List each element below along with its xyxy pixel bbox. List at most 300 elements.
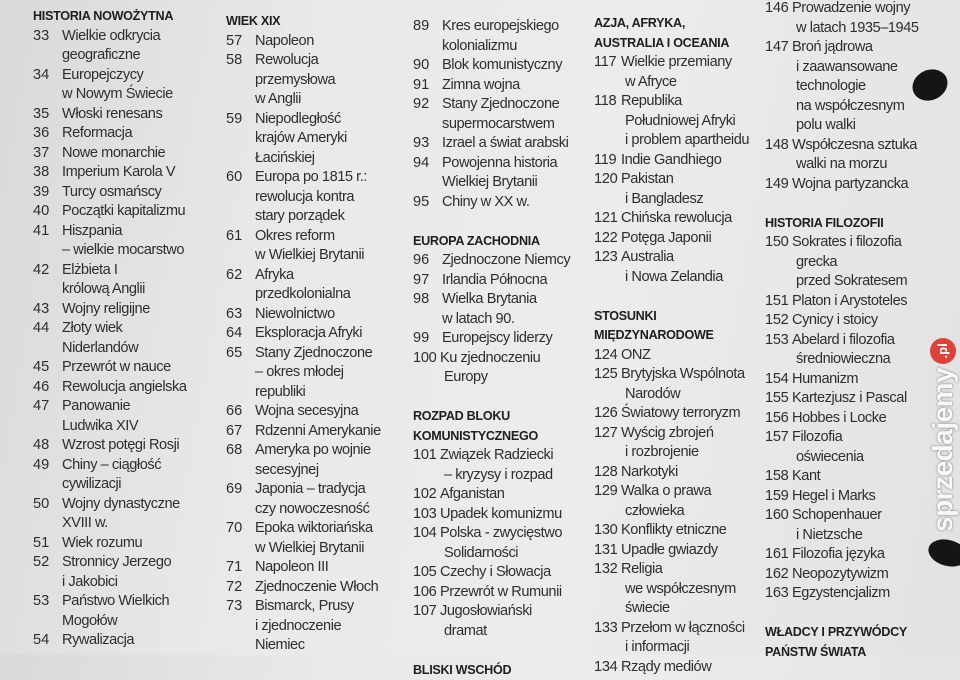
toc-entry-line bbox=[765, 77, 935, 97]
page-number: 134 bbox=[594, 658, 621, 678]
page-number: 163 bbox=[765, 584, 792, 604]
toc-entry bbox=[226, 51, 396, 110]
entry-title: Południowej Afryki bbox=[625, 113, 735, 129]
toc-entry-line bbox=[594, 268, 764, 288]
entry-title: w Nowym Świecie bbox=[62, 86, 173, 102]
toc-entry bbox=[226, 519, 396, 558]
toc-entry-line bbox=[765, 233, 935, 253]
entry-title: Elżbieta I bbox=[62, 262, 118, 278]
page-number: 133 bbox=[594, 619, 621, 639]
entry-title: Europy bbox=[444, 369, 488, 385]
page-number: 54 bbox=[33, 631, 62, 651]
entry-title: i Jakobici bbox=[62, 574, 118, 590]
toc-entry-line bbox=[594, 619, 764, 639]
toc-entry bbox=[594, 365, 764, 404]
toc-entry bbox=[33, 222, 203, 261]
toc-entry-line bbox=[33, 261, 203, 281]
entry-title: przed Sokratesem bbox=[796, 273, 907, 289]
toc-entry-line bbox=[226, 227, 396, 247]
toc-entry-line bbox=[594, 404, 764, 424]
page-number: 150 bbox=[765, 233, 792, 253]
toc-entry-line bbox=[226, 578, 396, 598]
page-number: 50 bbox=[33, 495, 62, 515]
toc-entry bbox=[226, 441, 396, 480]
toc-entry-line bbox=[33, 475, 203, 495]
page-number: 129 bbox=[594, 482, 621, 502]
toc-entry-line bbox=[226, 539, 396, 559]
entry-title: Narodów bbox=[625, 386, 680, 402]
entry-title: Irlandia Północna bbox=[442, 272, 547, 288]
entry-title: Wielkie odkrycia bbox=[62, 28, 160, 44]
toc-entry bbox=[33, 436, 203, 456]
entry-title: Rdzenni Amerykanie bbox=[255, 423, 381, 439]
entry-title: Sokrates i filozofia bbox=[792, 234, 901, 250]
toc-entry bbox=[765, 545, 935, 565]
toc-entry-line bbox=[594, 443, 764, 463]
toc-entry-line bbox=[413, 56, 583, 76]
toc-entry-line bbox=[33, 495, 203, 515]
page-number: 95 bbox=[413, 193, 442, 213]
page-number: 102 bbox=[413, 485, 440, 505]
toc-entry bbox=[33, 66, 203, 105]
toc-entry-line bbox=[226, 207, 396, 227]
entry-title: Solidarności bbox=[444, 545, 518, 561]
entry-title: Rywalizacja bbox=[62, 632, 134, 648]
toc-entry bbox=[765, 467, 935, 487]
toc-entry-line bbox=[33, 46, 203, 66]
toc-entry-line bbox=[594, 385, 764, 405]
toc-entry bbox=[765, 409, 935, 429]
toc-entry-line bbox=[226, 480, 396, 500]
toc-column-5 bbox=[765, 0, 935, 662]
page-number: 62 bbox=[226, 266, 255, 286]
page-number: 40 bbox=[33, 202, 62, 222]
entry-title: na współczesnym bbox=[796, 98, 904, 114]
toc-column-4 bbox=[594, 14, 764, 677]
toc-entry-line bbox=[33, 222, 203, 242]
entry-title: Przełom w łączności bbox=[621, 620, 745, 636]
toc-entry bbox=[33, 300, 203, 320]
toc-entry-line bbox=[33, 612, 203, 632]
section-heading: AZJA, AFRYKA, bbox=[594, 14, 764, 34]
entry-title: Broń jądrowa bbox=[792, 39, 873, 55]
toc-entry-line bbox=[226, 636, 396, 656]
page-number: 36 bbox=[33, 124, 62, 144]
toc-entry-line bbox=[594, 580, 764, 600]
page-number: 147 bbox=[765, 38, 792, 58]
toc-entry-line bbox=[765, 350, 935, 370]
entry-title: Chiny – ciągłość bbox=[62, 457, 161, 473]
toc-entry bbox=[413, 329, 583, 349]
toc-entry-line bbox=[594, 658, 764, 678]
entry-title: Wojna secesyjna bbox=[255, 403, 358, 419]
entry-title: w Afryce bbox=[625, 74, 677, 90]
toc-entry bbox=[594, 229, 764, 249]
page-number: 65 bbox=[226, 344, 255, 364]
page-number: 92 bbox=[413, 95, 442, 115]
entry-title: krajów Ameryki bbox=[255, 130, 347, 146]
toc-entry-line bbox=[413, 485, 583, 505]
page-number: 70 bbox=[226, 519, 255, 539]
entry-title: Chiny w XX w. bbox=[442, 194, 529, 210]
page-number: 58 bbox=[226, 51, 255, 71]
entry-title: Afganistan bbox=[440, 486, 504, 502]
toc-entry-line bbox=[765, 311, 935, 331]
toc-entry bbox=[765, 487, 935, 507]
toc-entry-line bbox=[226, 168, 396, 188]
section-heading: HISTORIA FILOZOFII bbox=[765, 214, 935, 234]
section-heading: HISTORIA NOWOŻYTNA bbox=[33, 7, 203, 27]
entry-title: Neopozytywizm bbox=[792, 566, 888, 582]
toc-entry bbox=[594, 209, 764, 229]
page-number: 130 bbox=[594, 521, 621, 541]
toc-entry-line bbox=[594, 599, 764, 619]
page-number: 146 bbox=[765, 0, 792, 19]
page-number: 49 bbox=[33, 456, 62, 476]
entry-title: Wojny religijne bbox=[62, 301, 150, 317]
page-number: 153 bbox=[765, 331, 792, 351]
section-spacer bbox=[765, 194, 935, 214]
entry-title: Europejscy liderzy bbox=[442, 330, 552, 346]
page-number: 118 bbox=[594, 92, 621, 112]
page-number: 125 bbox=[594, 365, 621, 385]
page-number: 41 bbox=[33, 222, 62, 242]
entry-title: królową Anglii bbox=[62, 281, 145, 297]
page-number: 160 bbox=[765, 506, 792, 526]
entry-title: geograficzne bbox=[62, 47, 140, 63]
toc-entry-line bbox=[594, 248, 764, 268]
toc-entry-line bbox=[765, 467, 935, 487]
page-number: 48 bbox=[33, 436, 62, 456]
section-heading: KOMUNISTYCZNEGO bbox=[413, 427, 583, 447]
entry-title: i informacji bbox=[625, 639, 689, 655]
toc-entry-line bbox=[413, 251, 583, 271]
page-number: 60 bbox=[226, 168, 255, 188]
entry-title: Blok komunistyczny bbox=[442, 57, 562, 73]
toc-entry-line bbox=[226, 32, 396, 52]
entry-title: rewolucja kontra bbox=[255, 189, 354, 205]
entry-title: Niemiec bbox=[255, 637, 305, 653]
toc-entry-line bbox=[413, 505, 583, 525]
toc-entry-line bbox=[594, 92, 764, 112]
entry-title: Brytyjska Wspólnota bbox=[621, 366, 745, 382]
entry-title: Ameryka po wojnie bbox=[255, 442, 371, 458]
section-spacer bbox=[594, 287, 764, 307]
page-number: 120 bbox=[594, 170, 621, 190]
toc-entry bbox=[33, 553, 203, 592]
toc-entry-line bbox=[413, 173, 583, 193]
entry-title: Zimna wojna bbox=[442, 77, 520, 93]
entry-title: Pakistan bbox=[621, 171, 673, 187]
entry-title: Niepodległość bbox=[255, 111, 341, 127]
section-spacer bbox=[413, 212, 583, 232]
entry-title: Rewolucja angielska bbox=[62, 379, 187, 395]
entry-title: Religia bbox=[621, 561, 662, 577]
page-number: 52 bbox=[33, 553, 62, 573]
entry-title: czy nowoczesność bbox=[255, 501, 369, 517]
section-heading: EUROPA ZACHODNIA bbox=[413, 232, 583, 252]
entry-title: XVIII w. bbox=[62, 515, 108, 531]
page-number: 63 bbox=[226, 305, 255, 325]
toc-entry bbox=[226, 344, 396, 403]
entry-title: Wielkiej Brytanii bbox=[442, 174, 537, 190]
toc-entry-line bbox=[765, 175, 935, 195]
entry-title: Wojny dynastyczne bbox=[62, 496, 180, 512]
toc-entry bbox=[765, 506, 935, 545]
toc-entry-line bbox=[226, 188, 396, 208]
entry-title: republiki bbox=[255, 384, 305, 400]
entry-title: w Wielkiej Brytanii bbox=[255, 540, 364, 556]
entry-title: przedkolonialna bbox=[255, 286, 350, 302]
toc-entry bbox=[226, 110, 396, 169]
toc-entry-line bbox=[33, 573, 203, 593]
toc-entry bbox=[765, 311, 935, 331]
entry-title: Okres reform bbox=[255, 228, 335, 244]
toc-entry bbox=[765, 233, 935, 292]
section-heading: PAŃSTW ŚWIATA bbox=[765, 643, 935, 663]
toc-entry-line bbox=[765, 97, 935, 117]
entry-title: Chińska rewolucja bbox=[621, 210, 732, 226]
toc-entry-line bbox=[413, 310, 583, 330]
page-number: 51 bbox=[33, 534, 62, 554]
toc-entry-line bbox=[33, 417, 203, 437]
toc-entry-line bbox=[226, 51, 396, 71]
page-number: 57 bbox=[226, 32, 255, 52]
toc-entry-line bbox=[594, 560, 764, 580]
section-spacer bbox=[413, 388, 583, 408]
page-number: 44 bbox=[33, 319, 62, 339]
toc-entry bbox=[226, 422, 396, 442]
toc-entry-line bbox=[413, 368, 583, 388]
toc-entry bbox=[594, 248, 764, 287]
page-number: 98 bbox=[413, 290, 442, 310]
toc-entry-line bbox=[413, 524, 583, 544]
toc-entry-line bbox=[226, 617, 396, 637]
page-number: 97 bbox=[413, 271, 442, 291]
page-number: 148 bbox=[765, 136, 792, 156]
entry-title: Kartezjusz i Pascal bbox=[792, 390, 907, 406]
page-number: 46 bbox=[33, 378, 62, 398]
page-number: 68 bbox=[226, 441, 255, 461]
toc-entry-line bbox=[33, 436, 203, 456]
toc-entry-line bbox=[413, 154, 583, 174]
entry-title: Stronnicy Jerzego bbox=[62, 554, 171, 570]
entry-title: Eksploracja Afryki bbox=[255, 325, 362, 341]
toc-entry-line bbox=[765, 389, 935, 409]
entry-title: Czechy i Słowacja bbox=[440, 564, 551, 580]
entry-title: Napoleon bbox=[255, 33, 314, 49]
entry-title: Wzrost potęgi Rosji bbox=[62, 437, 179, 453]
toc-entry-line bbox=[226, 129, 396, 149]
entry-title: Abelard i filozofia bbox=[792, 332, 895, 348]
entry-title: Hobbes i Locke bbox=[792, 410, 886, 426]
page-number: 155 bbox=[765, 389, 792, 409]
toc-entry bbox=[33, 495, 203, 534]
toc-entry-line bbox=[33, 358, 203, 378]
toc-entry bbox=[226, 480, 396, 519]
entry-title: Łacińskiej bbox=[255, 150, 315, 166]
toc-entry-line bbox=[594, 346, 764, 366]
page-number: 154 bbox=[765, 370, 792, 390]
toc-entry-line bbox=[33, 378, 203, 398]
watermark bbox=[927, 338, 959, 532]
toc-entry-line bbox=[226, 266, 396, 286]
toc-entry bbox=[765, 584, 935, 604]
toc-entry-line bbox=[765, 253, 935, 273]
entry-title: Reformacja bbox=[62, 125, 132, 141]
toc-entry bbox=[413, 446, 583, 485]
toc-entry-line bbox=[33, 85, 203, 105]
toc-entry bbox=[594, 346, 764, 366]
toc-entry bbox=[33, 319, 203, 358]
page-number: 104 bbox=[413, 524, 440, 544]
toc-entry bbox=[33, 261, 203, 300]
toc-entry bbox=[765, 565, 935, 585]
toc-entry bbox=[594, 404, 764, 424]
entry-title: Początki kapitalizmu bbox=[62, 203, 185, 219]
page-number: 100 bbox=[413, 349, 440, 369]
toc-entry-line bbox=[594, 53, 764, 73]
page-number: 157 bbox=[765, 428, 792, 448]
entry-title: Europejczycy bbox=[62, 67, 143, 83]
toc-entry-line bbox=[413, 329, 583, 349]
toc-entry bbox=[413, 251, 583, 271]
toc-entry bbox=[33, 358, 203, 378]
page-number: 72 bbox=[226, 578, 255, 598]
page-number: 152 bbox=[765, 311, 792, 331]
toc-entry bbox=[413, 349, 583, 388]
toc-entry-line bbox=[413, 446, 583, 466]
entry-title: Upadłe gwiazdy bbox=[621, 542, 718, 558]
entry-title: człowieka bbox=[625, 503, 684, 519]
toc-entry bbox=[413, 76, 583, 96]
entry-title: Japonia – tradycja bbox=[255, 481, 365, 497]
page-number: 106 bbox=[413, 583, 440, 603]
toc-entry bbox=[765, 38, 935, 136]
section-heading: WIEK XIX bbox=[226, 12, 396, 32]
entry-title: technologie bbox=[796, 78, 866, 94]
toc-entry-line bbox=[765, 155, 935, 175]
toc-entry bbox=[226, 32, 396, 52]
entry-title: kolonializmu bbox=[442, 38, 517, 54]
toc-entry-line bbox=[413, 193, 583, 213]
entry-title: Filozofia bbox=[792, 429, 842, 445]
entry-title: Filozofia języka bbox=[792, 546, 885, 562]
toc-entry bbox=[594, 482, 764, 521]
toc-entry bbox=[33, 378, 203, 398]
entry-title: Wojna partyzancka bbox=[792, 176, 908, 192]
page-number: 89 bbox=[413, 17, 442, 37]
toc-entry-line bbox=[765, 584, 935, 604]
toc-entry-line bbox=[765, 0, 935, 19]
entry-title: Rewolucja bbox=[255, 52, 318, 68]
toc-entry-line bbox=[33, 553, 203, 573]
toc-entry-line bbox=[765, 136, 935, 156]
entry-title: secesyjnej bbox=[255, 462, 319, 478]
entry-title: walki na morzu bbox=[796, 156, 887, 172]
toc-entry bbox=[413, 193, 583, 213]
entry-title: Współczesna sztuka bbox=[792, 137, 917, 153]
entry-title: oświecenia bbox=[796, 449, 864, 465]
toc-entry bbox=[594, 424, 764, 463]
entry-title: Niderlandów bbox=[62, 340, 138, 356]
toc-entry bbox=[594, 658, 764, 678]
page-number: 131 bbox=[594, 541, 621, 561]
toc-entry-line bbox=[413, 37, 583, 57]
page-number: 38 bbox=[33, 163, 62, 183]
entry-title: Bismarck, Prusy bbox=[255, 598, 354, 614]
entry-title: Włoski renesans bbox=[62, 106, 162, 122]
entry-title: Wielkie przemiany bbox=[621, 54, 732, 70]
entry-title: Kres europejskiego bbox=[442, 18, 559, 34]
toc-entry bbox=[226, 402, 396, 422]
toc-entry-line bbox=[594, 190, 764, 210]
toc-entry-line bbox=[226, 461, 396, 481]
page-number: 121 bbox=[594, 209, 621, 229]
toc-entry-line bbox=[765, 116, 935, 136]
entry-title: Humanizm bbox=[792, 371, 858, 387]
toc-entry-line bbox=[226, 597, 396, 617]
toc-entry-line bbox=[765, 409, 935, 429]
section-spacer bbox=[765, 604, 935, 624]
toc-entry bbox=[413, 17, 583, 56]
page-number: 91 bbox=[413, 76, 442, 96]
page-number: 122 bbox=[594, 229, 621, 249]
toc-entry-line bbox=[226, 402, 396, 422]
entry-title: Europa po 1815 r.: bbox=[255, 169, 367, 185]
toc-entry bbox=[226, 266, 396, 305]
toc-entry-line bbox=[33, 280, 203, 300]
toc-entry bbox=[413, 524, 583, 563]
entry-title: – okres młodej bbox=[255, 364, 344, 380]
entry-title: Platon i Arystoteles bbox=[792, 293, 907, 309]
entry-title: Potęga Japonii bbox=[621, 230, 711, 246]
toc-entry-line bbox=[226, 285, 396, 305]
entry-title: w Anglii bbox=[255, 91, 301, 107]
toc-entry bbox=[226, 558, 396, 578]
toc-entry-line bbox=[226, 363, 396, 383]
toc-entry-line bbox=[594, 365, 764, 385]
entry-title: Izrael a świat arabski bbox=[442, 135, 568, 151]
entry-title: Wyścig zbrojeń bbox=[621, 425, 714, 441]
toc-entry bbox=[594, 170, 764, 209]
page-number: 132 bbox=[594, 560, 621, 580]
section-heading: MIĘDZYNARODOWE bbox=[594, 326, 764, 346]
toc-entry-line bbox=[413, 271, 583, 291]
toc-entry bbox=[33, 144, 203, 164]
page-number: 107 bbox=[413, 602, 440, 622]
toc-entry bbox=[594, 541, 764, 561]
toc-entry-line bbox=[594, 502, 764, 522]
toc-entry bbox=[413, 602, 583, 641]
toc-entry-line bbox=[226, 149, 396, 169]
toc-column-1 bbox=[33, 7, 203, 651]
entry-title: Republika bbox=[621, 93, 682, 109]
entry-title: Jugosłowiański bbox=[440, 603, 532, 619]
toc-entry bbox=[33, 534, 203, 554]
toc-entry-line bbox=[413, 622, 583, 642]
toc-entry bbox=[33, 183, 203, 203]
entry-title: polu walki bbox=[796, 117, 856, 133]
toc-entry-line bbox=[594, 541, 764, 561]
toc-entry-line bbox=[413, 466, 583, 486]
toc-entry-line bbox=[765, 370, 935, 390]
toc-entry bbox=[765, 0, 935, 38]
toc-entry-line bbox=[33, 66, 203, 86]
entry-title: Ku zjednoczeniu bbox=[440, 350, 540, 366]
watermark-badge: .pl bbox=[930, 338, 956, 364]
page-number: 124 bbox=[594, 346, 621, 366]
